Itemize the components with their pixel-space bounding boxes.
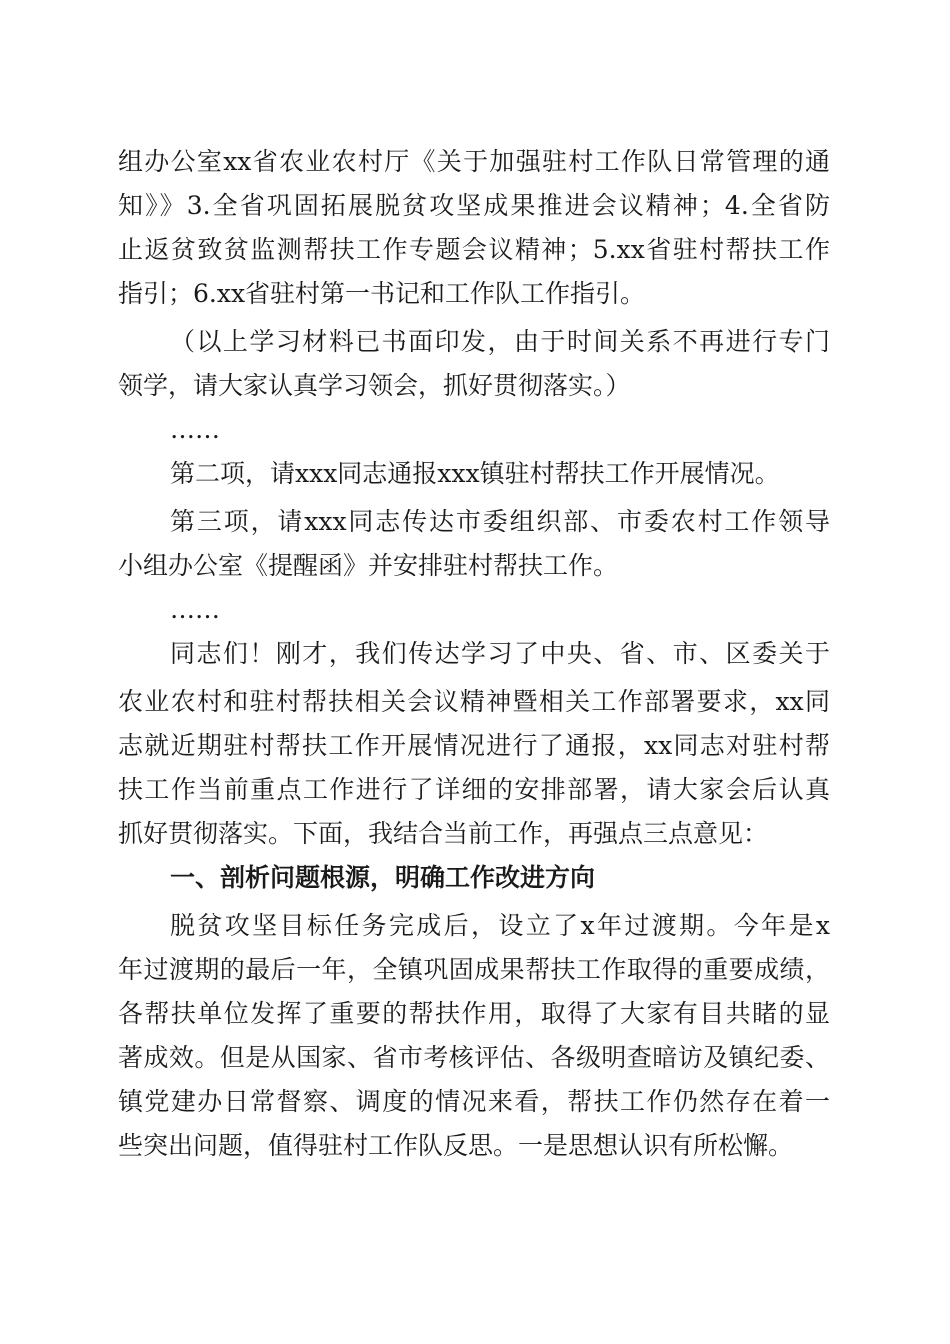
text-line: 各帮扶单位发挥了重要的帮扶作用，取得了大家有目共睹的显 — [118, 999, 830, 1028]
text-line: 扶工作当前重点工作进行了详细的安排部署，请大家会后认真 — [118, 775, 830, 804]
text-line: 抓好贯彻落实。下面，我结合当前工作，再强点三点意见： — [118, 819, 769, 848]
text-line: 著成效。但是从国家、省市考核评估、各级明查暗访及镇纪委、 — [118, 1043, 830, 1072]
text-line: 同志们！刚才，我们传达学习了中央、省、市、区委关于 — [170, 639, 830, 668]
text-line: 组办公室xx省农业农村厅《关于加强驻村工作队日常管理的通 — [118, 147, 830, 176]
text-line: 第三项，请xxx同志传达市委组织部、市委农村工作领导 — [170, 507, 830, 536]
text-line: 小组办公室《提醒函》并安排驻村帮扶工作。 — [118, 551, 619, 580]
text-line: 指引；6.xx省驻村第一书记和工作队工作指引。 — [118, 279, 646, 308]
text-line: 第二项，请xxx同志通报xxx镇驻村帮扶工作开展情况。 — [170, 459, 780, 488]
text-line: 脱贫攻坚目标任务完成后，设立了x年过渡期。今年是x — [170, 911, 830, 940]
text-line: 年过渡期的最后一年，全镇巩固成果帮扶工作取得的重要成绩， — [118, 955, 830, 984]
section-heading: 一、剖析问题根源，明确工作改进方向 — [170, 863, 596, 892]
text-line: 些突出问题，值得驻村工作队反思。一是思想认识有所松懈。 — [118, 1131, 794, 1160]
text-line: 知》》3.全省巩固拓展脱贫攻坚成果推进会议精神；4.全省防 — [118, 191, 830, 220]
ellipsis: …… — [170, 595, 220, 624]
text-line: 志就近期驻村帮扶工作开展情况进行了通报，xx同志对驻村帮 — [118, 731, 830, 760]
text-line: 领学，请大家认真学习领会，抓好贯彻落实。） — [118, 371, 631, 400]
text-line: 止返贫致贫监测帮扶工作专题会议精神；5.xx省驻村帮扶工作 — [118, 235, 830, 264]
text-line: 镇党建办日常督察、调度的情况来看，帮扶工作仍然存在着一 — [118, 1087, 830, 1116]
text-line: 农业农村和驻村帮扶相关会议精神暨相关工作部署要求，xx同 — [118, 687, 830, 716]
ellipsis: …… — [170, 415, 220, 444]
text-line: （以上学习材料已书面印发，由于时间关系不再进行专门 — [170, 327, 830, 356]
